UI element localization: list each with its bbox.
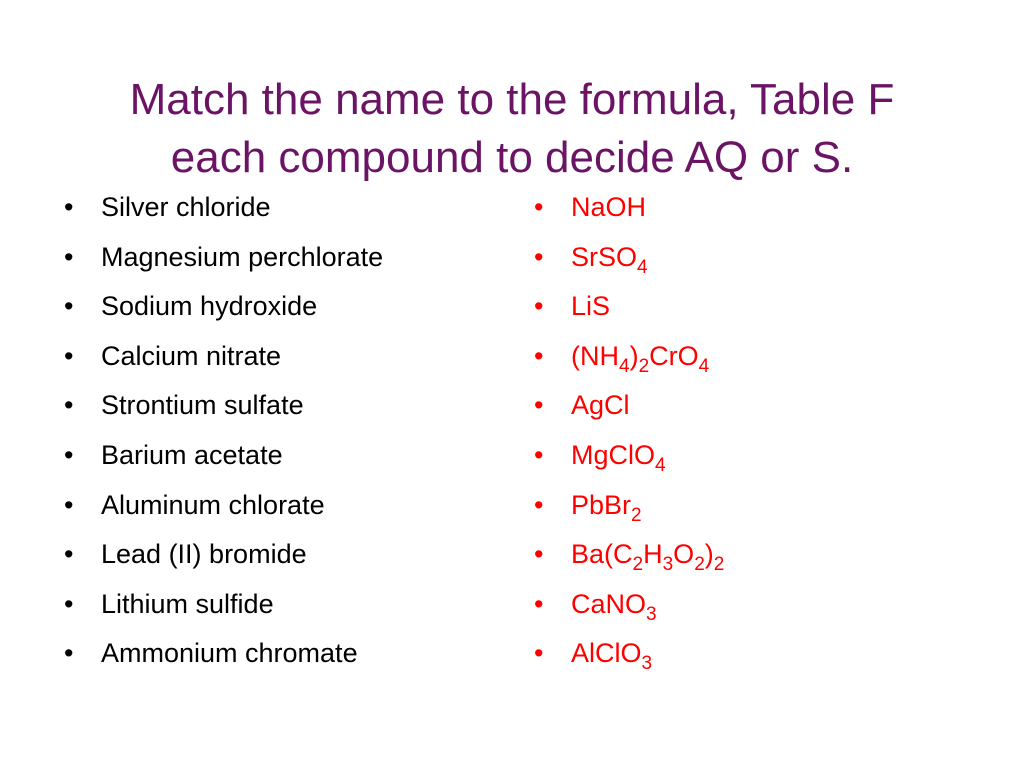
slide-title [60, 71, 964, 187]
formula-segment: CrO [649, 340, 699, 371]
name-label: Calcium nitrate [101, 340, 282, 371]
formula-item [534, 282, 974, 332]
formula-subscript: 4 [619, 355, 630, 377]
formula-segment: LiS [571, 291, 611, 322]
name-item [64, 580, 504, 630]
formula-segment: AlClO [571, 638, 642, 669]
formula-segment: ) [704, 539, 714, 570]
bullet-icon: • [64, 192, 74, 222]
name-label: Lead (II) bromide [101, 539, 307, 570]
formula-segment: PbBr [571, 489, 632, 520]
bullet-icon: • [534, 539, 544, 570]
formula-item [534, 431, 974, 481]
name-item [64, 481, 504, 531]
formula-item [534, 381, 974, 431]
bullet-icon: • [64, 588, 74, 619]
bullet-icon: • [534, 390, 544, 421]
name-label: Barium acetate [101, 439, 283, 470]
name-item [64, 431, 504, 481]
formula-segment: CaNO [571, 588, 647, 619]
bullet-icon: • [534, 489, 544, 520]
formula-item [534, 481, 974, 531]
name-item [64, 629, 504, 679]
formula-segment: NaOH [571, 192, 647, 222]
formulas-list [534, 183, 974, 679]
formula-text [571, 539, 725, 576]
formula-text [571, 192, 646, 222]
compound-names-list [64, 183, 504, 679]
bullet-icon: • [64, 340, 74, 371]
formula-text [571, 439, 666, 476]
formula-subscript: 3 [662, 554, 674, 576]
formula-segment: H [643, 539, 663, 570]
formula-item [534, 233, 974, 283]
name-label: Ammonium chromate [101, 638, 358, 669]
formula-segment: O [673, 539, 695, 570]
bullet-icon: • [534, 291, 544, 322]
formula-segment: SrSO [571, 241, 638, 272]
formula-subscript: 2 [638, 355, 650, 377]
name-label: Strontium sulfate [101, 390, 304, 421]
bullet-icon: • [534, 340, 544, 371]
name-label: Sodium hydroxide [101, 291, 318, 322]
bullet-icon: • [534, 192, 544, 222]
formula-text [571, 390, 630, 420]
bullet-icon: • [534, 439, 544, 470]
name-item [64, 282, 504, 332]
name-item [64, 233, 504, 283]
formula-subscript: 3 [641, 653, 653, 675]
name-item [64, 381, 504, 431]
formula-subscript: 4 [637, 256, 648, 278]
formula-segment: AgCl [571, 390, 630, 421]
formula-text [571, 340, 710, 377]
formula-segment: ) [629, 340, 639, 371]
bullet-icon: • [64, 489, 74, 520]
formula-subscript: 2 [694, 554, 705, 576]
formula-subscript: 3 [646, 603, 657, 625]
formula-subscript: 2 [632, 554, 644, 576]
bullet-icon: • [64, 291, 74, 322]
formula-item [534, 580, 974, 630]
formula-segment: MgClO [571, 439, 656, 470]
formula-subscript: 2 [713, 554, 725, 576]
bullet-icon: • [64, 241, 74, 272]
bullet-icon: • [534, 241, 544, 272]
name-label: Aluminum chlorate [101, 489, 325, 520]
formula-item [534, 183, 974, 233]
formula-text [571, 489, 642, 526]
name-item [64, 183, 504, 233]
formula-text [571, 588, 657, 625]
name-label: Silver chloride [101, 192, 271, 222]
bullet-icon: • [64, 439, 74, 470]
bullet-icon: • [64, 539, 74, 570]
bullet-icon: • [64, 390, 74, 421]
formula-item [534, 530, 974, 580]
bullet-icon: • [534, 638, 544, 669]
formula-text [571, 638, 653, 675]
name-label: Magnesium perchlorate [101, 241, 384, 272]
formula-item [534, 629, 974, 679]
bullet-icon: • [534, 588, 544, 619]
formula-segment: Ba(C [571, 539, 633, 570]
name-item [64, 530, 504, 580]
name-item [64, 332, 504, 382]
formula-subscript: 4 [655, 454, 666, 476]
bullet-icon: • [64, 638, 74, 669]
title-line-2: each compound to decide AQ or S. [170, 133, 854, 183]
formula-item [534, 332, 974, 382]
formula-subscript: 2 [631, 504, 642, 526]
formula-text [571, 291, 610, 321]
formula-text [571, 241, 648, 278]
formula-subscript: 4 [698, 355, 710, 377]
formula-segment: (NH [571, 340, 619, 371]
title-line-1: Match the name to the formula, Table F [129, 75, 895, 125]
name-label: Lithium sulfide [101, 588, 274, 619]
